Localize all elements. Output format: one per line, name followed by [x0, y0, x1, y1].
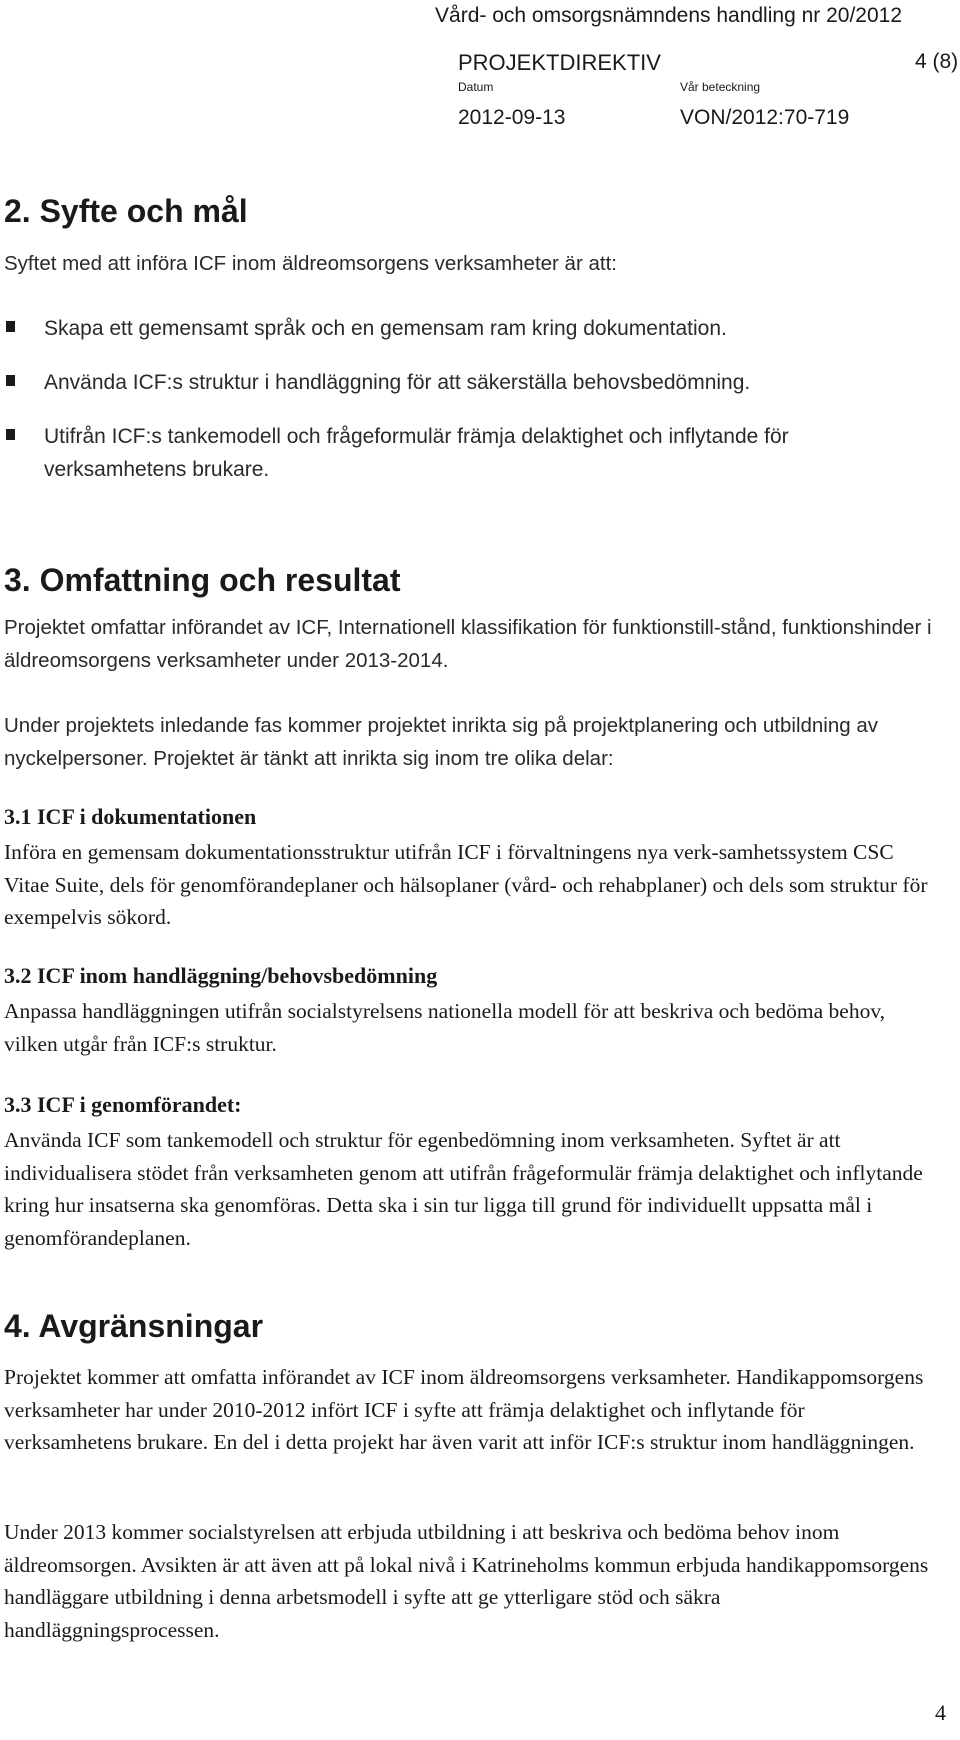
square-bullet-icon	[6, 375, 15, 386]
bullet-text: Utifrån ICF:s tankemodell och frågeformulär främja delaktighet och inflytande för verksamhetens brukare.	[44, 425, 789, 481]
document-type: PROJEKTDIREKTIV	[458, 50, 661, 75]
subsection-3-2-heading: 3.2 ICF inom handläggning/behovsbedömning	[4, 963, 438, 988]
footer-page-number: 4	[935, 1700, 946, 1725]
subsection-3-1-heading: 3.1 ICF i dokumentationen	[4, 804, 257, 829]
bullet-text: Använda ICF:s struktur i handläggning för att säkerställa behovsbedömning.	[44, 371, 751, 394]
date-value: 2012-09-13	[458, 106, 566, 129]
square-bullet-icon	[6, 321, 15, 332]
section-3-heading: 3. Omfattning och resultat	[4, 562, 401, 598]
section-2-heading: 2. Syfte och mål	[4, 193, 248, 229]
section-4-paragraph-1: Projektet kommer att omfatta införandet av ICF inom äldreomsorgens verksamheter. Handikappomsorgens verksamheter har under 2010-2012 infört ICF i syfte att främja delaktighet och inflytande för verksamhetens brukare. En del i detta projekt har även varit att inför ICF:s struktur inom handläggningen.	[4, 1365, 924, 1454]
subsection-3-2-text: Anpassa handläggningen utifrån socialstyrelsens nationella modell för att beskriva och bedöma behov, vilken utgår från ICF:s struktur.	[4, 999, 886, 1056]
section-3-paragraph-2: Under projektets inledande fas kommer projektet inrikta sig på projektplanering och utbildning av nyckelpersoner. Projektet är tänkt att inrikta sig inom tre olika delar:	[4, 714, 879, 770]
section-2-intro: Syftet med att införa ICF inom äldreomsorgens verksamheter är att:	[4, 252, 617, 275]
committee-line: Vård- och omsorgsnämndens handling nr 20/2012	[435, 4, 902, 27]
section-3-paragraph-1: Projektet omfattar införandet av ICF, Internationell klassifikation för funktionstill-stånd, funktionshinder i äldreomsorgens verksamheter under 2013-2014.	[4, 616, 932, 672]
subsection-3-3-text: Använda ICF som tankemodell och struktur för egenbedömning inom verksamheten. Syftet är att individualisera stödet från verksamheten genom att utifrån frågeformulär främja delaktighet och inflytande kring hur insatserna ska genomföras. Detta ska i sin tur ligga till grund för individuellt uppsatta mål i genomförandeplanen.	[4, 1128, 923, 1250]
date-label: Datum	[458, 80, 494, 94]
bullet-text: Skapa ett gemensamt språk och en gemensam ram kring dokumentation.	[44, 317, 727, 340]
reference-label: Vår beteckning	[680, 80, 761, 94]
page-indicator: 4 (8)	[915, 50, 959, 73]
section-4-paragraph-2: Under 2013 kommer socialstyrelsen att erbjuda utbildning i att beskriva och bedöma behov inom äldreomsorgen. Avsikten är att även att på lokal nivå i Katrineholms kommun erbjuda handikappomsorgens handläggare utbildning i denna arbetsmodell i syfte att ge ytterligare stöd och säkra handläggningsprocessen.	[4, 1520, 929, 1642]
subsection-3-3-heading: 3.3 ICF i genomförandet:	[4, 1092, 242, 1117]
section-4-heading: 4. Avgränsningar	[4, 1308, 264, 1344]
subsection-3-1-text: Införa en gemensam dokumentationsstruktur utifrån ICF i förvaltningens nya verk-samhetssystem CSC Vitae Suite, dels för genomförandeplaner och hälsoplaner (vård- och rehabplaner) och dels som struktur för exempelvis sökord.	[4, 840, 928, 929]
reference-value: VON/2012:70-719	[680, 106, 850, 129]
square-bullet-icon	[6, 429, 15, 440]
